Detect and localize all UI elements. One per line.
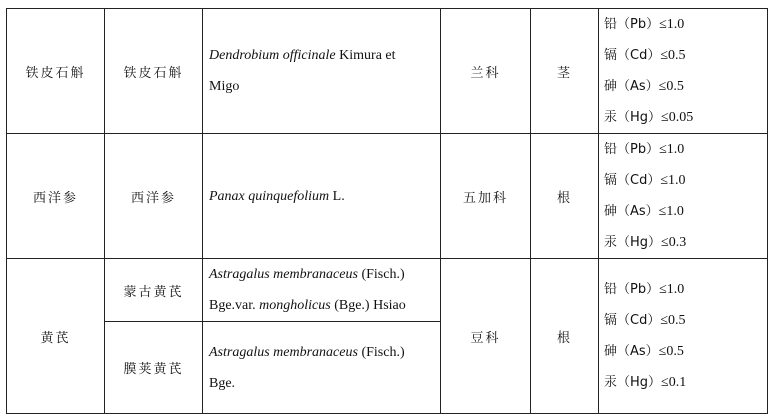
part-cell: 根 <box>531 259 599 414</box>
limit-line: 铅（Pb）≤1.0 <box>604 17 685 32</box>
species-name-cell: 膜荚黄芪 <box>105 322 203 414</box>
species-name-cell: 蒙古黄芪 <box>105 259 203 322</box>
family-cell: 豆科 <box>441 259 531 414</box>
limit-line: 铅（Pb）≤1.0 <box>604 142 685 157</box>
limit-line: 铅（Pb）≤1.0 <box>604 282 685 297</box>
herb-limits-table <box>6 8 768 414</box>
limit-line: 砷（As）≤0.5 <box>604 344 684 359</box>
limit-line: 镉（Cd）≤0.5 <box>604 48 686 63</box>
latin-line-1: Panax quinquefolium L. <box>209 188 345 204</box>
herb-name-cell: 铁皮石斛 <box>7 9 105 134</box>
latin-line-1: Dendrobium officinale Kimura et <box>209 48 396 63</box>
latin-line-2: Migo <box>209 79 240 94</box>
species-name-cell: 西洋参 <box>105 134 203 259</box>
limit-line: 砷（As）≤0.5 <box>604 79 684 94</box>
table-row <box>7 134 768 259</box>
latin-name-cell <box>203 9 441 134</box>
limit-line: 砷（As）≤1.0 <box>604 204 684 219</box>
part-cell: 根 <box>531 134 599 259</box>
species-name-cell: 铁皮石斛 <box>105 9 203 134</box>
limit-line: 汞（Hg）≤0.1 <box>604 375 687 390</box>
limit-line: 汞（Hg）≤0.05 <box>604 110 694 125</box>
latin-line-1: Astragalus membranaceus (Fisch.) <box>209 344 405 360</box>
latin-line-1: Astragalus membranaceus (Fisch.) <box>209 267 405 282</box>
limit-line: 汞（Hg）≤0.3 <box>604 235 687 250</box>
latin-name-cell <box>203 134 441 259</box>
latin-name-cell <box>203 322 441 414</box>
herb-name-cell: 黄芪 <box>7 259 105 414</box>
latin-line-2: Bge.var. mongholicus (Bge.) Hsiao <box>209 298 406 313</box>
limits-cell <box>599 134 768 259</box>
part-cell: 茎 <box>531 9 599 134</box>
latin-name-cell <box>203 259 441 322</box>
limits-cell <box>599 259 768 414</box>
family-cell: 兰科 <box>441 9 531 134</box>
table-row <box>7 9 768 134</box>
limit-line: 镉（Cd）≤0.5 <box>604 313 686 328</box>
latin-line-2: Bge. <box>209 375 236 391</box>
limit-line: 镉（Cd）≤1.0 <box>604 173 686 188</box>
family-cell: 五加科 <box>441 134 531 259</box>
table-row <box>7 259 768 322</box>
limits-cell <box>599 9 768 134</box>
herb-name-cell: 西洋参 <box>7 134 105 259</box>
